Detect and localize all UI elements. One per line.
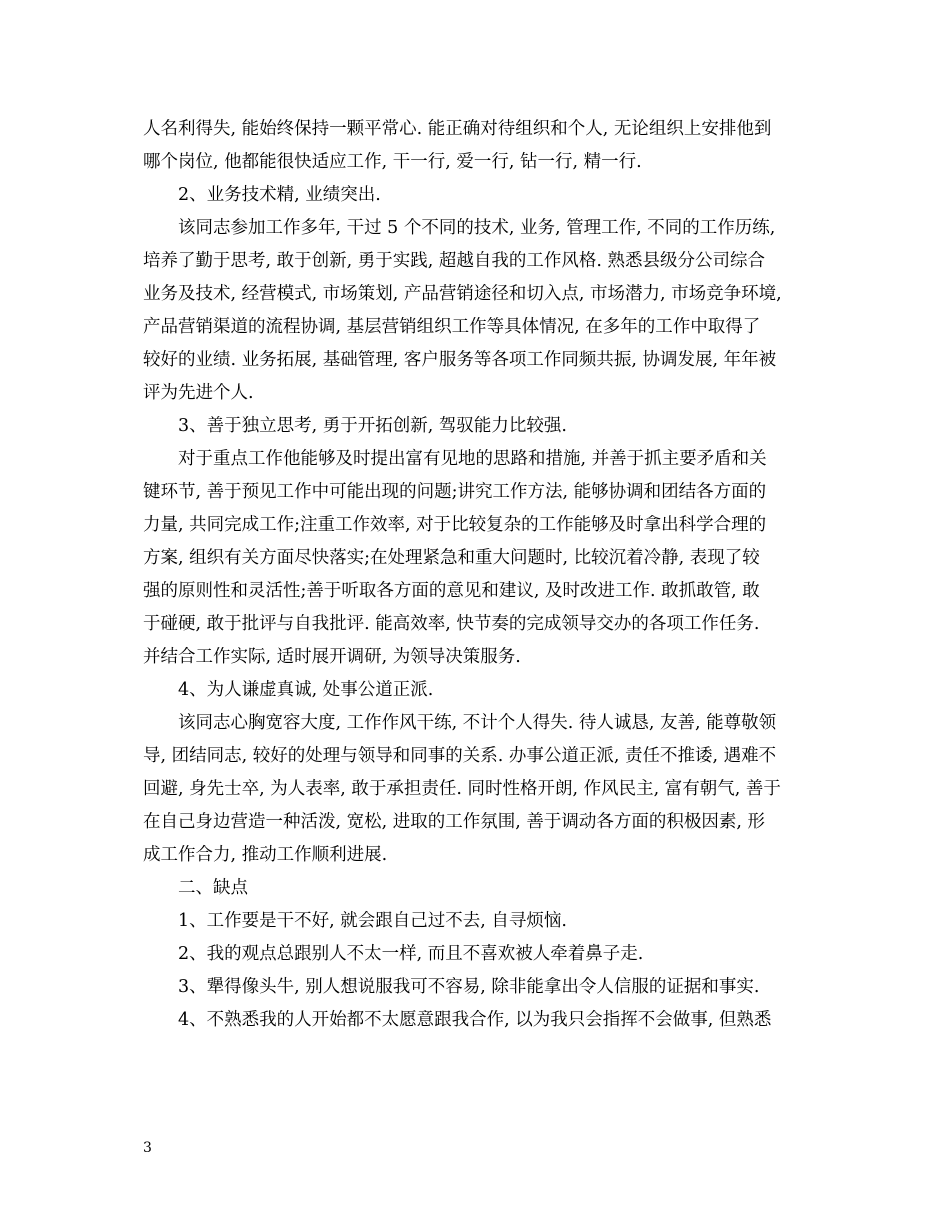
list-item: 2、我的观点总跟别人不太一样, 而且不喜欢被人牵着鼻子走. [143,944,644,964]
section-heading: 4、为人谦虚真诚, 处事公道正派. [143,680,434,700]
text-line: 成工作合力, 推动工作顺利进展. [143,845,388,865]
text-line: 方案, 组织有关方面尽快落实;在处理紧急和重大问题时, 比较沉着冷静, 表现了较 [143,548,760,568]
text-line: 产品营销渠道的流程协调, 基层营销组织工作等具体情况, 在多年的工作中取得了 [143,317,761,337]
document-body [143,113,823,1037]
text-line: 导, 团结同志, 较好的处理与领导和同事的关系. 办事公道正派, 责任不推诿, 遇难不 [143,746,777,766]
text-line: 于碰硬, 敢于批评与自我批评. 能高效率, 快节奏的完成领导交办的各项工作任务. [143,614,760,634]
text-line: 该同志参加工作多年, 干过 5 个不同的技术, 业务, 管理工作, 不同的工作历练, [143,218,776,238]
text-line: 键环节, 善于预见工作中可能出现的问题;讲究工作方法, 能够协调和团结各方面的 [143,482,767,502]
text-line: 哪个岗位, 他都能很快适应工作, 干一行, 爱一行, 钻一行, 精一行. [143,152,642,172]
list-item: 1、工作要是干不好, 就会跟自己过不去, 自寻烦恼. [143,911,567,931]
page-number: 3 [143,1140,152,1156]
text-line: 人名利得失, 能始终保持一颗平常心. 能正确对待组织和个人, 无论组织上安排他到 [143,119,772,139]
text-line: 对于重点工作他能够及时提出富有见地的思路和措施, 并善于抓主要矛盾和关 [143,449,767,469]
list-item: 4、不熟悉我的人开始都不太愿意跟我合作, 以为我只会指挥不会做事, 但熟悉 [143,1010,772,1030]
section-heading: 2、业务技术精, 业绩突出. [143,185,381,205]
text-line: 业务及技术, 经营模式, 市场策划, 产品营销途径和切入点, 市场潜力, 市场竞争环境, [143,284,782,304]
text-line: 该同志心胸宽容大度, 工作作风干练, 不计个人得失. 待人诚恳, 友善, 能尊敬领 [143,713,777,733]
text-line: 回避, 身先士卒, 为人表率, 敢于承担责任. 同时性格开朗, 作风民主, 富有朝气, 善于 [143,779,781,799]
text-line: 培养了勤于思考, 敢于创新, 勇于实践, 超越自我的工作风格. 熟悉县级分公司综合 [143,251,765,271]
text-line: 在自己身边营造一种活泼, 宽松, 进取的工作氛围, 善于调动各方面的积极因素, 形 [143,812,765,832]
text-line: 较好的业绩. 业务拓展, 基础管理, 客户服务等各项工作同频共振, 协调发展, 年年被 [143,350,777,370]
section-heading: 二、缺点 [143,878,248,898]
text-line: 并结合工作实际, 适时展开调研, 为领导决策服务. [143,647,521,667]
text-line: 评为先进个人. [143,383,254,403]
text-line: 力量, 共同完成工作;注重工作效率, 对于比较复杂的工作能够及时拿出科学合理的 [143,515,767,535]
list-item: 3、犟得像头牛, 别人想说服我可不容易, 除非能拿出令人信服的证据和事实. [143,977,760,997]
section-heading: 3、善于独立思考, 勇于开拓创新, 驾驭能力比较强. [143,416,567,436]
text-line: 强的原则性和灵活性;善于听取各方面的意见和建议, 及时改进工作. 敢抓敢管, 敢 [143,581,760,601]
